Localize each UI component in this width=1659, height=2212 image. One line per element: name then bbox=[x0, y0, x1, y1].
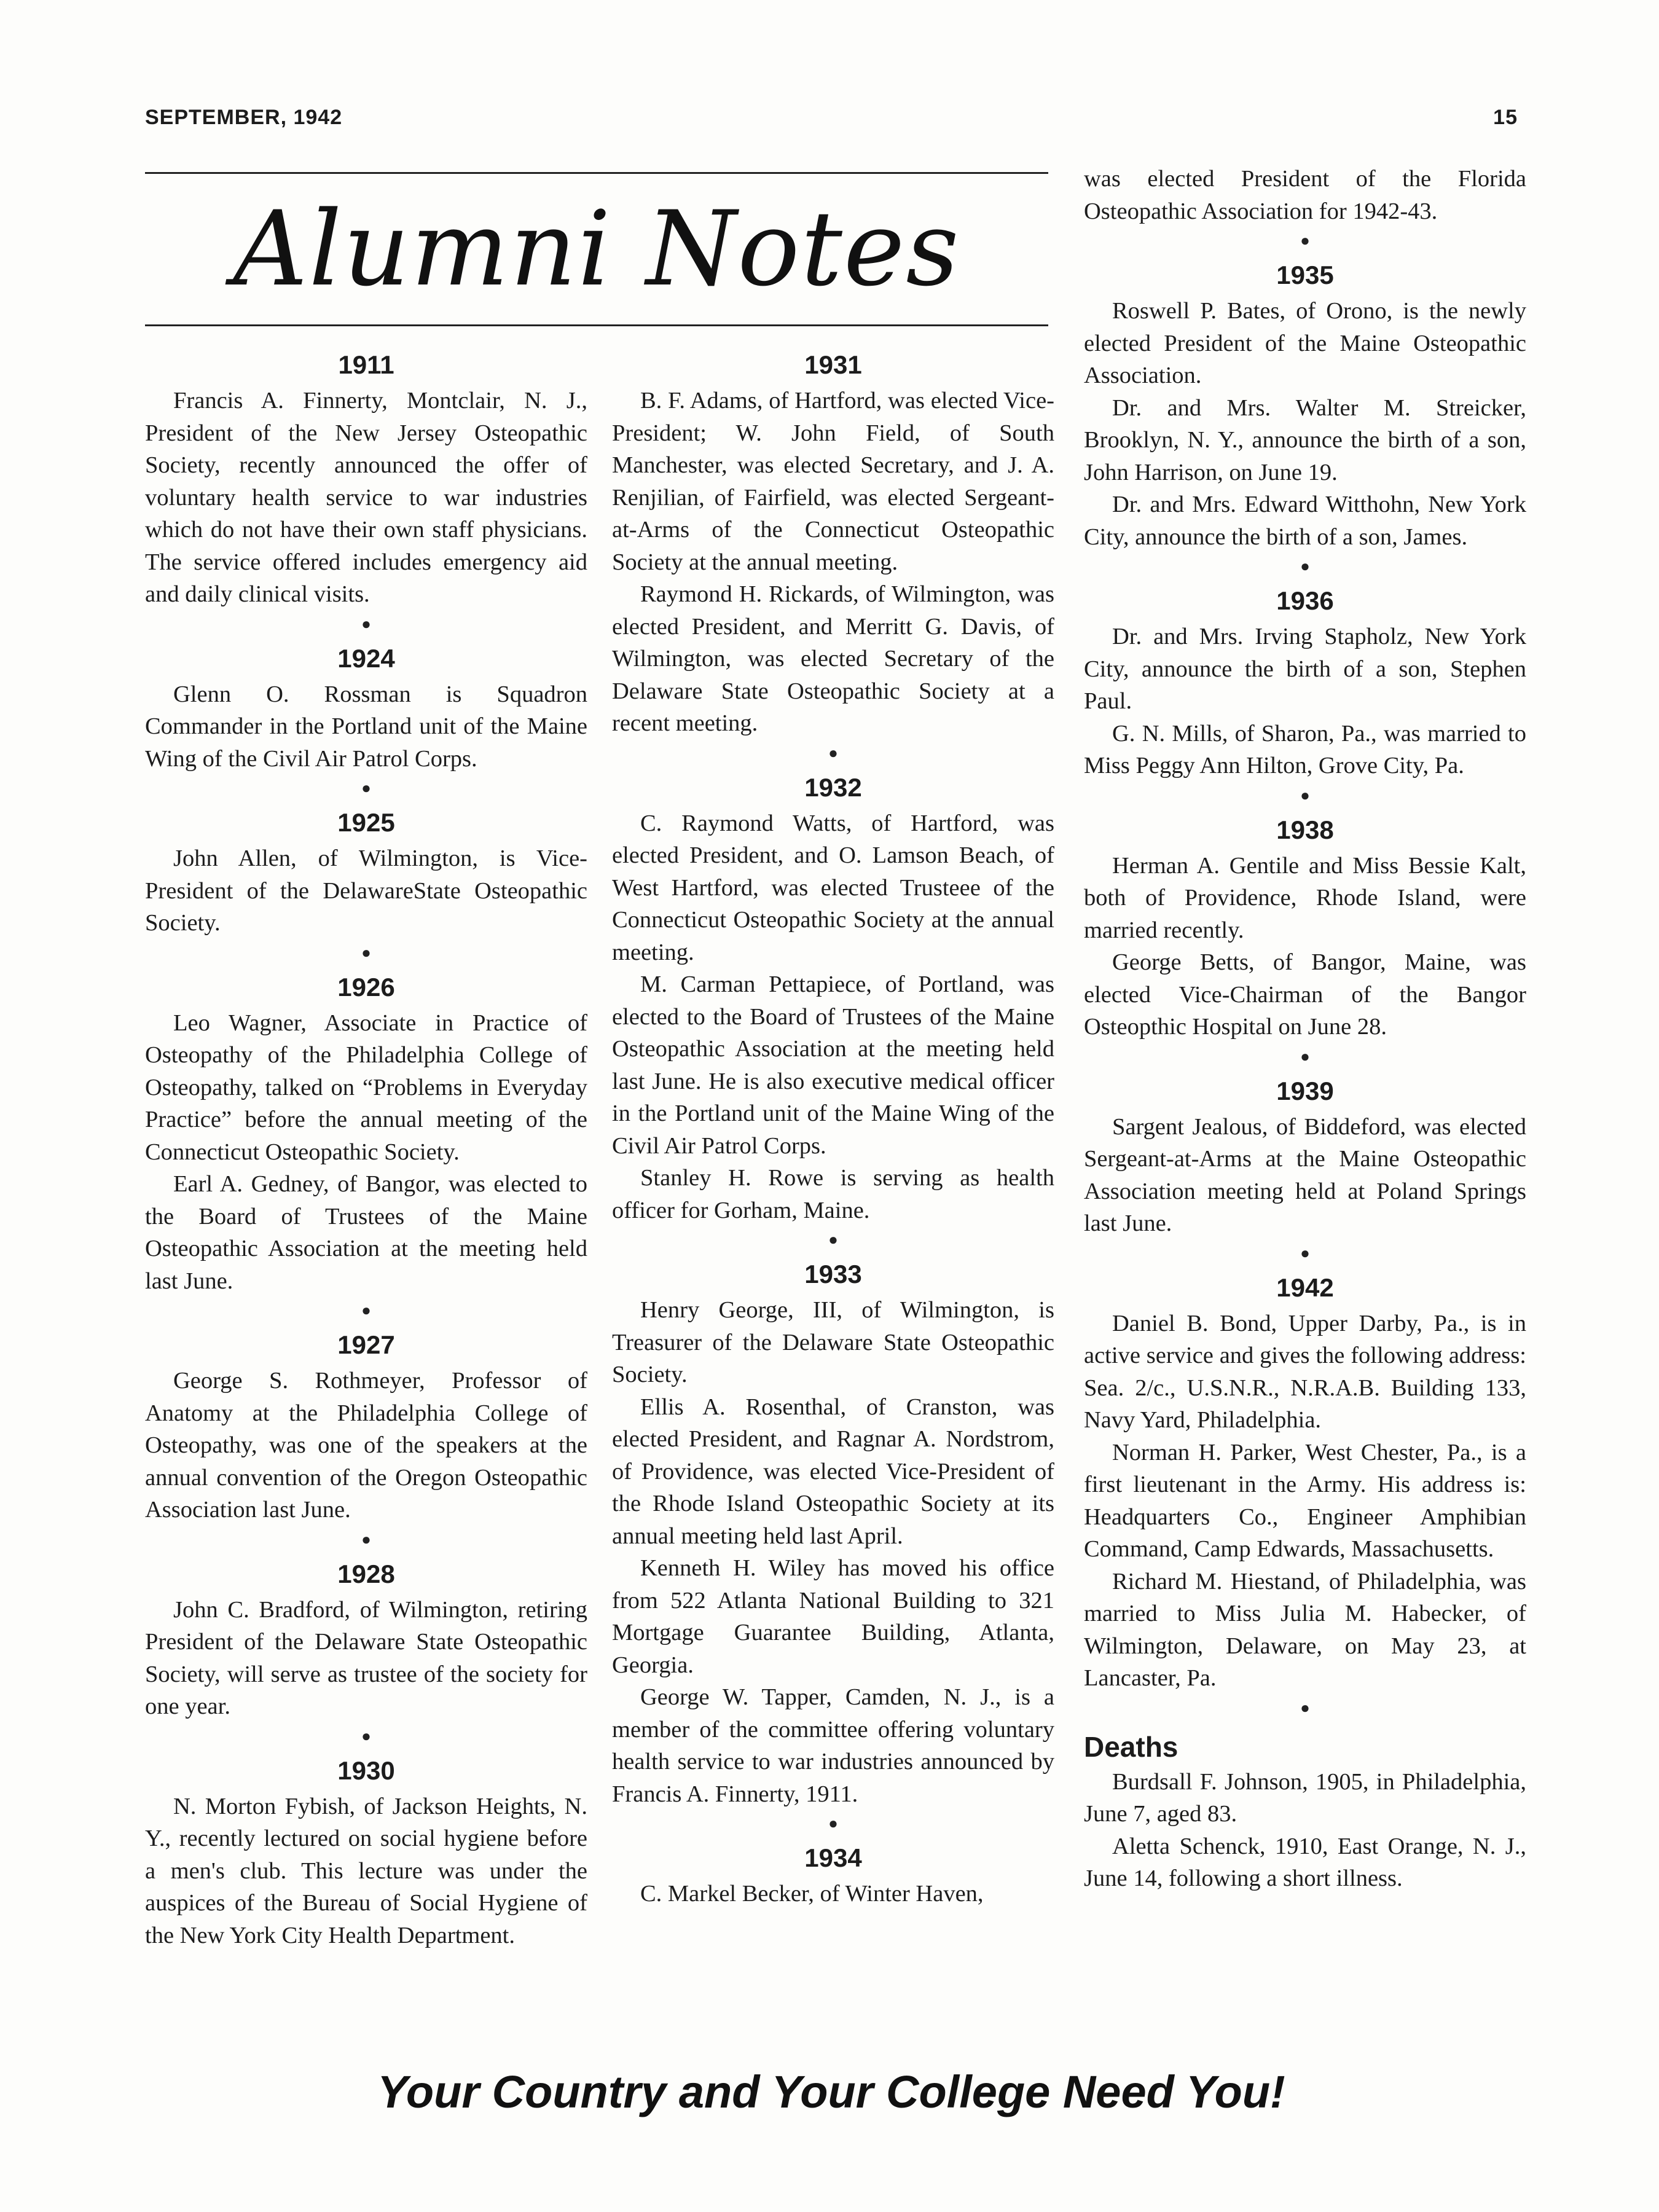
year-heading-1924: 1924 bbox=[337, 643, 395, 673]
year-heading-1935: 1935 bbox=[1276, 261, 1334, 289]
bullet-separator: ● bbox=[361, 1727, 371, 1745]
masthead-bottom-rule bbox=[145, 324, 1048, 326]
year-heading-1930: 1930 bbox=[337, 1755, 395, 1785]
note-paragraph: George Betts, of Bangor, Maine, was elected Vice-Chairman of the Bangor Osteopthic Hospital on June 28. bbox=[1084, 949, 1526, 1040]
note-paragraph: Dr. and Mrs. Walter M. Streicker, Brooklyn, N. Y., announce the birth of a son, John Harrison, on June 19. bbox=[1084, 394, 1526, 485]
year-heading-1936: 1936 bbox=[1276, 586, 1334, 615]
note-paragraph: George W. Tapper, Camden, N. J., is a member of the committee offering voluntary health service to war industries announced by Francis A. Finnerty, 1911. bbox=[612, 1684, 1054, 1807]
bullet-separator: ● bbox=[828, 743, 838, 762]
bullet-separator: ● bbox=[361, 1301, 371, 1319]
bullet-separator: ● bbox=[361, 1530, 371, 1548]
bullet-separator: ● bbox=[1300, 1244, 1310, 1262]
bullet-separator: ● bbox=[1300, 1698, 1310, 1717]
note-paragraph: Dr. and Mrs. Edward Witthohn, New York City, announce the birth of a son, James. bbox=[1084, 492, 1526, 550]
bullet-separator: ● bbox=[828, 1231, 838, 1249]
obituary-entry: Burdsall F. Johnson, 1905, in Philadelphia, June 7, aged 83. bbox=[1084, 1768, 1526, 1827]
year-heading-1939: 1939 bbox=[1276, 1076, 1334, 1105]
bullet-separator: ● bbox=[1300, 1047, 1310, 1065]
note-paragraph: Kenneth H. Wiley has moved his office from 522 Atlanta National Building to 321 Mortgage Guarantee Building, Atlanta, Georgia. bbox=[612, 1555, 1054, 1678]
note-paragraph: G. N. Mills, of Sharon, Pa., was married to Miss Peggy Ann Hilton, Grove City, Pa. bbox=[1084, 720, 1526, 779]
note-paragraph: Stanley H. Rowe is serving as health officer for Gorham, Maine. bbox=[612, 1165, 1054, 1223]
section-masthead: Alumni Notes bbox=[233, 189, 960, 309]
note-paragraph: Roswell P. Bates, of Orono, is the newly elected President of the Maine Osteopathic Association. bbox=[1084, 298, 1526, 388]
note-paragraph: Henry George, III, of Wilmington, is Treasurer of the Delaware State Osteopathic Society. bbox=[612, 1297, 1054, 1387]
masthead-top-rule bbox=[145, 172, 1048, 174]
year-heading-1911: 1911 bbox=[338, 350, 394, 379]
note-paragraph: Daniel B. Bond, Upper Darby, Pa., is in active service and gives the following address: Sea. 2/c., U.S.N.R., N.R.A.B. Building 133, Navy Yard, Philadelphia. bbox=[1084, 1310, 1526, 1433]
year-heading-1926: 1926 bbox=[337, 972, 395, 1002]
year-heading-1927: 1927 bbox=[337, 1330, 395, 1359]
note-paragraph: Raymond H. Rickards, of Wilmington, was elected President, and Merritt G. Davis, of Wilmington, was elected Secretary of the Delaware State Osteopathic Society at a recent meeting. bbox=[612, 581, 1054, 736]
note-paragraph: N. Morton Fybish, of Jackson Heights, N. Y., recently lectured on social hygiene before a men's club. This lecture was under the auspices of the Bureau of Social Hygiene of the New York City Health Department. bbox=[145, 1793, 587, 1948]
note-paragraph: Francis A. Finnerty, Montclair, N. J., President of the New Jersey Osteopathic Society, recently announced the offer of voluntary health service to war industries which do not have their own staff physicians. The service offered includes emergency aid and daily clinical visits. bbox=[145, 388, 587, 607]
note-paragraph: C. Raymond Watts, of Hartford, was elected President, and O. Lamson Beach, of West Hartford, was elected Trusteee of the Connecticut Osteopathic Society at the annual meeting. bbox=[612, 810, 1054, 965]
note-paragraph: Glenn O. Rossman is Squadron Commander in the Portland unit of the Maine Wing of the Civil Air Patrol Corps. bbox=[145, 681, 587, 772]
note-paragraph-continued: was elected President of the Florida Osteopathic Association for 1942-43. bbox=[1084, 166, 1526, 224]
bullet-separator: ● bbox=[828, 1814, 838, 1832]
note-paragraph: Herman A. Gentile and Miss Bessie Kalt, both of Providence, Rhode Island, were married recently. bbox=[1084, 852, 1526, 943]
column-right bbox=[1084, 163, 1526, 1895]
year-heading-1934: 1934 bbox=[804, 1843, 862, 1872]
note-paragraph: Earl A. Gedney, of Bangor, was elected to the Board of Trustees of the Maine Osteopathic Association at the meeting held last June. bbox=[145, 1171, 587, 1294]
bullet-separator: ● bbox=[361, 614, 371, 633]
note-paragraph: John Allen, of Wilmington, is Vice-President of the DelawareState Osteopathic Society. bbox=[145, 845, 587, 936]
issue-date: SEPTEMBER, 1942 bbox=[145, 106, 343, 129]
note-paragraph: B. F. Adams, of Hartford, was elected Vice-President; W. John Field, of South Manchester, was elected Secretary, and J. A. Renjilian, of Fairfield, was elected Sergeant-at-Arms of the Connecticut Osteopathic Society at the annual meeting. bbox=[612, 388, 1054, 575]
footer-slogan: Your Country and Your College Need You! bbox=[377, 2066, 1285, 2117]
bullet-separator: ● bbox=[361, 779, 371, 797]
page-number: 15 bbox=[1493, 106, 1518, 129]
year-heading-1938: 1938 bbox=[1276, 815, 1334, 844]
column-left bbox=[145, 344, 587, 1951]
year-heading-1933: 1933 bbox=[804, 1260, 862, 1288]
bullet-separator: ● bbox=[1300, 786, 1310, 804]
note-paragraph: George S. Rothmeyer, Professor of Anatomy at the Philadelphia College of Osteopathy, was one of the speakers at the annual convention of the Oregon Osteopathic Association last June. bbox=[145, 1368, 587, 1523]
note-paragraph: C. Markel Becker, of Winter Haven, bbox=[640, 1881, 984, 1907]
obituary-entry: Aletta Schenck, 1910, East Orange, N. J., June 14, following a short illness. bbox=[1084, 1833, 1526, 1891]
note-paragraph: John C. Bradford, of Wilmington, retiring President of the Delaware State Osteopathic Society, will serve as trustee of the society for one year. bbox=[145, 1596, 587, 1719]
bullet-separator: ● bbox=[361, 943, 371, 962]
note-paragraph: Sargent Jealous, of Biddeford, was elected Sergeant-at-Arms at the Maine Osteopathic Association meeting held at Poland Springs last June. bbox=[1084, 1113, 1526, 1236]
note-paragraph: Leo Wagner, Associate in Practice of Osteopathy of the Philadelphia College of Osteopathy, talked on “Problems in Everyday Practice” before the annual meeting of the Connecticut Osteopathic Society. bbox=[145, 1010, 587, 1165]
note-paragraph: Dr. and Mrs. Irving Stapholz, New York City, announce the birth of a son, Stephen Paul. bbox=[1084, 624, 1526, 714]
year-heading-1925: 1925 bbox=[337, 808, 395, 837]
bullet-separator: ● bbox=[1300, 232, 1310, 249]
note-paragraph: Ellis A. Rosenthal, of Cranston, was elected President, and Ragnar A. Nordstrom, of Providence, was elected Vice-President of the Rhode Island Osteopathic Society at its annual meeting held last April. bbox=[612, 1394, 1054, 1549]
deaths-heading: Deaths bbox=[1084, 1730, 1179, 1763]
year-heading-1932: 1932 bbox=[804, 772, 862, 802]
year-heading-1928: 1928 bbox=[337, 1559, 395, 1588]
column-middle bbox=[612, 344, 1054, 1910]
year-heading-1942: 1942 bbox=[1276, 1273, 1334, 1302]
note-paragraph: Norman H. Parker, West Chester, Pa., is a first lieutenant in the Army. His address is: Headquarters Co., Engineer Amphibian Command, Camp Edwards, Massachusetts. bbox=[1084, 1439, 1526, 1562]
year-heading-1931: 1931 bbox=[804, 350, 862, 379]
note-paragraph: M. Carman Pettapiece, of Portland, was elected to the Board of Trustees of the Maine Osteopathic Association at the meeting held last June. He is also executive medical officer in the Portland unit of the Maine Wing of the Civil Air Patrol Corps. bbox=[612, 971, 1054, 1159]
bullet-separator: ● bbox=[1300, 557, 1310, 575]
note-paragraph: Richard M. Hiestand, of Philadelphia, was married to Miss Julia M. Habecker, of Wilmington, Delaware, on May 23, at Lancaster, Pa. bbox=[1084, 1568, 1526, 1691]
